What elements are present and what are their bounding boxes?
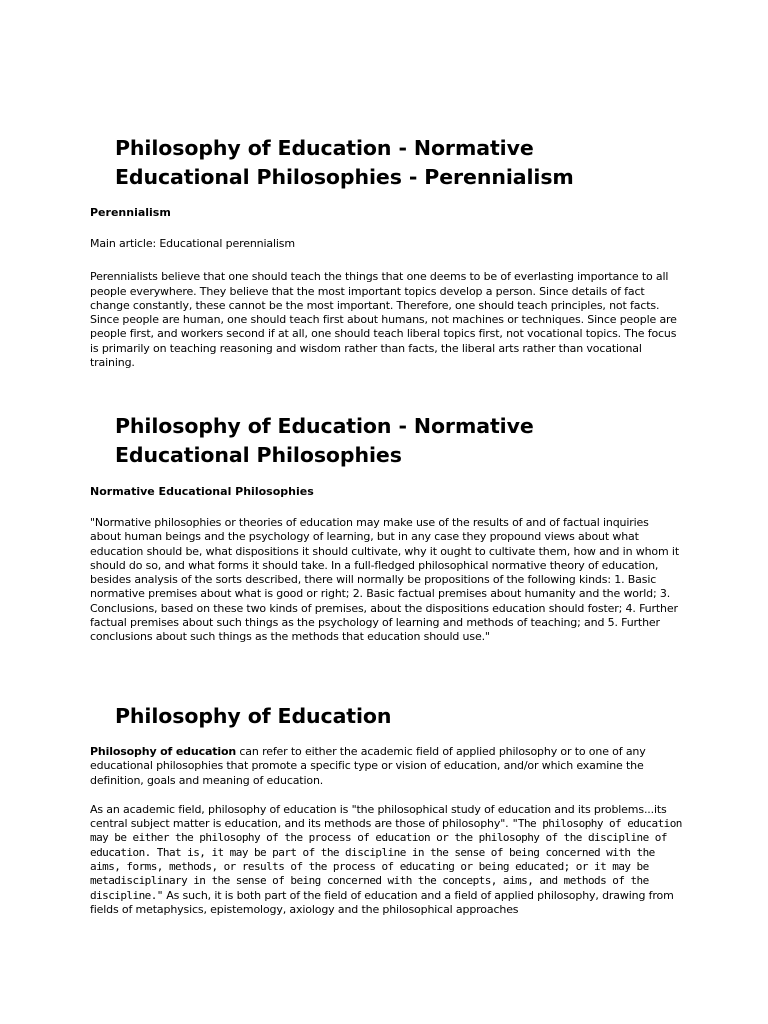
section-body bbox=[90, 803, 682, 917]
section-title-line1: Philosophy of Education - Normative bbox=[115, 136, 534, 160]
section-normative-philosophies bbox=[90, 412, 690, 645]
section-title: Philosophy of Education bbox=[115, 704, 392, 728]
body-part-1: As an academic field, philosophy of education is "the philosophical study of education and its problems...its central subject matter is education, and its methods are those of philosophy". bbox=[90, 802, 667, 831]
section-intro bbox=[90, 745, 682, 788]
section-subheading: Normative Educational Philosophies bbox=[90, 485, 314, 498]
main-article-note: Main article: Educational perennialism bbox=[90, 237, 295, 250]
lead-term: Philosophy of education bbox=[90, 745, 237, 758]
section-title-line2: Educational Philosophies bbox=[115, 443, 402, 467]
section-body: Perennialists believe that one should teach the things that one deems to be of everlasting importance to all people everywhere. They believe that the most important topics develop a person. Since details of fact change constantly, these cannot be the most important. Therefore, one should teach principles, not facts. Since people are human, one should teach first about humans, not machines or techniques. Since people are people first, and workers second if at all, one should teach liberal topics first, not vocational topics. The focus is primarily on teaching reasoning and wisdom rather than facts, the liberal arts rather than vocational training. bbox=[90, 270, 677, 370]
section-title bbox=[115, 134, 690, 192]
section-perennialism bbox=[90, 134, 690, 370]
body-part-2-quote: "The philosophy of education may be either the philosophy of the process of education or the philosophy of the discipline of education. That is, it may be part of the discipline in the sense of being concerned with the aims, forms, methods, or results of the process of educating or being educated; or it may be metadisciplinary in the sense of being concerned with the concepts, aims, and methods of the discipline." bbox=[90, 817, 682, 902]
section-title bbox=[115, 412, 690, 470]
section-philosophy-of-education bbox=[90, 702, 690, 917]
section-subheading: Perennialism bbox=[90, 206, 171, 219]
section-title-line2: Educational Philosophies - Perennialism bbox=[115, 165, 574, 189]
section-body: "Normative philosophies or theories of education may make use of the results of and of factual inquiries about human beings and the psychology of learning, but in any case they propound views about what education should be, what dispositions it should cultivate, why it ought to cultivate them, how and in whom it should do so, and what forms it should take. In a full-fledged philosophical normative theory of education, besides analysis of the sorts described, there will normally be propositions of the following kinds: 1. Basic normative premises about what is good or right; 2. Basic factual premises about humanity and the world; 3. Conclusions, based on these two kinds of premises, about the dispositions education should foster; 4. Further factual premises about such things as the psychology of learning and methods of teaching; and 5. Further conclusions about such things as the methods that education should use." bbox=[90, 516, 679, 644]
section-title-line1: Philosophy of Education - Normative bbox=[115, 414, 534, 438]
body-part-3: As such, it is both part of the field of education and a field of applied philosophy, drawing from fields of metaphysics, epistemology, axiology and the philosophical approaches bbox=[90, 888, 674, 916]
lead-text: can refer to either the academic field of applied philosophy or to one of any educational philosophies that promote a specific type or vision of education, and/or which examine the definition, goals and meaning of education. bbox=[90, 745, 646, 787]
